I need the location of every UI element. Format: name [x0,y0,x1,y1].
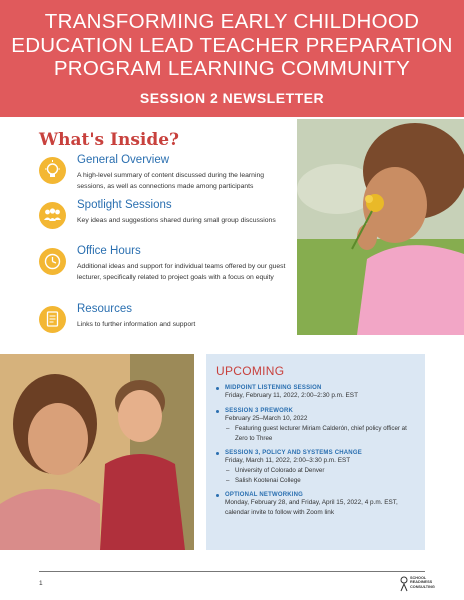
inside-item-title: Spotlight Sessions [77,199,172,211]
event-midpoint-listening-session [216,385,415,401]
lightbulb-icon [39,157,66,184]
event-date: Monday, February 28, and Friday, April 15, 2022, 4 p.m. EST, calendar invite to follow with Zoom link [225,499,398,516]
event-detail: – University of Colorado at Denver [225,466,415,476]
inside-item-text: A high-level summary of content discussed during the learning sessions, as well as connections made among participants [77,172,265,190]
inside-item-title: General Overview [77,154,170,166]
event-title: OPTIONAL NETWORKING [225,492,304,498]
event-title: SESSION 3 PREWORK [225,408,294,414]
whats-inside-heading: What's Inside? [39,130,180,150]
newsletter-title: TRANSFORMING EARLY CHILDHOOD EDUCATION LEAD TEACHER PREPARATION PROGRAM LEARNING COMMUNITY [11,10,453,80]
child-with-flower-photo [297,119,464,335]
inside-item-title: Resources [77,303,132,315]
inside-item-title: Office Hours [77,245,141,257]
bullet-icon [216,494,219,497]
event-date: February 25–March 10, 2022 [225,415,308,422]
mother-and-son-photo [0,354,194,550]
inside-item-text: Key ideas and suggestions shared during small group discussions [77,217,276,224]
event-date: Friday, February 11, 2022, 2:00–2:30 p.m. EST [225,392,358,399]
inside-item-text: Links to further information and support [77,321,196,328]
upcoming-title: UPCOMING [216,364,285,378]
bullet-icon [216,410,219,413]
group-icon [39,202,66,229]
page-number: 1 [39,580,43,587]
event-date: Friday, March 11, 2022, 2:00–3:30 p.m. EST [225,457,351,464]
event-session-3-prework [216,408,415,443]
event-detail: – Featuring guest lecturer Miriam Calderón, chief policy officer at Zero to Three [225,424,415,443]
upcoming-panel [206,354,425,550]
footer-divider [39,571,425,572]
bullet-icon [216,387,219,390]
inside-item-text: Additional ideas and support for individual teams offered by our guest lecturer, specifically related to project goals with a focus on equity [77,263,286,281]
event-optional-networking [216,492,415,518]
event-detail: – Salish Kootenai College [225,476,415,486]
newsletter-header [0,0,464,117]
logo-text: SCHOOL READINESS CONSULTING [410,576,435,589]
school-readiness-consulting-logo [399,575,435,593]
newsletter-subtitle: SESSION 2 NEWSLETTER [139,89,325,106]
event-title: SESSION 3, POLICY AND SYSTEMS CHANGE [225,450,362,456]
event-session-3-policy [216,450,415,485]
clock-icon [39,248,66,275]
event-title: MIDPOINT LISTENING SESSION [225,385,322,391]
bullet-icon [216,452,219,455]
document-icon [39,306,66,333]
